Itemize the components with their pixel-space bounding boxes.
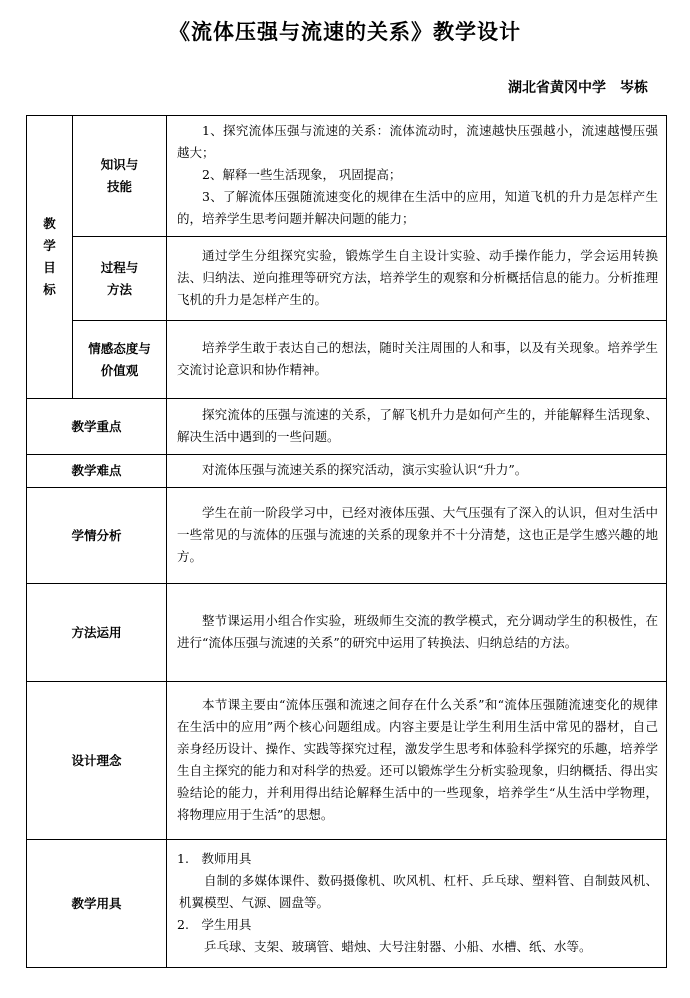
key-points-label: 教学重点 [27, 399, 167, 455]
row-methods [27, 584, 667, 682]
teacher-tools-items: 自制的多媒体课件、数码摄像机、吹风机、杠杆、乒乓球、塑料管、自制鼓风机、机翼模型、气源、圆盘等。 [179, 872, 658, 910]
difficulties-text: 对流体压强与流速关系的探究活动，演示实验认识“升力”。 [202, 462, 528, 477]
concept-content [167, 682, 667, 840]
process-text: 通过学生分组探究实验，锻炼学生自主设计实验、动手操作能力，学会运用转换法、归纳法、逆向推理等研究方法，培养学生的观察和分析概括信息的能力。分析推理飞机的升力是怎样产生的。 [177, 247, 658, 307]
key-points-content [167, 399, 667, 455]
emotion-content [167, 321, 667, 399]
emotion-label [73, 321, 167, 399]
tools-content [167, 840, 667, 968]
row-tools [27, 840, 667, 968]
process-label-line: 方法 [106, 281, 132, 297]
methods-label: 方法运用 [27, 584, 167, 682]
process-label [73, 237, 167, 321]
row-knowledge [27, 116, 667, 237]
process-label-line: 过程与 [100, 259, 139, 275]
tools-label: 教学用具 [27, 840, 167, 968]
row-process [27, 237, 667, 321]
emotion-label-line: 价值观 [100, 362, 139, 378]
methods-text: 整节课运用小组合作实验，班级师生交流的教学模式，充分调动学生的积极性，在进行“流体压强与流速的关系”的研究中运用了转换法、归纳总结的方法。 [177, 612, 658, 650]
difficulties-content [167, 455, 667, 488]
knowledge-item: 2、解释一些生活现象， 巩固提高； [202, 167, 402, 182]
row-analysis [27, 488, 667, 584]
analysis-label: 学情分析 [27, 488, 167, 584]
row-emotion [27, 321, 667, 399]
student-tools-items: 乒乓球、支架、玻璃管、蜡烛、大号注射器、小船、水槽、纸、水等。 [204, 938, 592, 954]
teacher-tools-label: 1. 教师用具 [177, 850, 252, 866]
knowledge-item: 1、探究流体压强与流速的关系：流体流动时，流速越快压强越小，流速越慢压强越大； [177, 123, 658, 160]
concept-text: 本节课主要由“流体压强和流速之间存在什么关系”和“流体压强随流速变化的规律在生活中的应用”两个核心问题组成。内容主要是让学生利用生活中常见的器材，自己亲身经历设计、操作、实践等探究过程，激发学生思考和体验科学探究的乐趣，培养学生自主探究的能力和对科学的热爱。还可以锻炼学生分析实验现象，归纳概括、得出实验结论的能力，并利用得出结论解释生活中的一些现象，培养学生“从生活中学物理，将物理应用于生活”的思想。 [177, 696, 658, 822]
analysis-content [167, 488, 667, 584]
objectives-label-char: 教 [43, 216, 56, 231]
concept-label: 设计理念 [27, 682, 167, 840]
document-title: 《流体压强与流速的关系》教学设计 [169, 20, 521, 44]
objectives-label-char: 目 [43, 260, 56, 275]
difficulties-label: 教学难点 [27, 455, 167, 488]
student-tools-label: 2. 学生用具 [177, 916, 252, 932]
key-points-text: 探究流体的压强与流速的关系，了解飞机升力是如何产生的，并能解释生活现象、解决生活中遇到的一些问题。 [177, 406, 658, 444]
knowledge-item: 3、了解流体压强随流速变化的规律在生活中的应用，知道飞机的升力是怎样产生的，培养学生思考问题并解决问题的能力； [177, 189, 658, 226]
knowledge-content [167, 116, 667, 237]
knowledge-label [73, 116, 167, 237]
emotion-text: 培养学生敢于表达自己的想法，随时关注周围的人和事，以及有关现象。培养学生交流讨论意识和协作精神。 [177, 339, 658, 377]
row-key-points [27, 399, 667, 455]
process-content [167, 237, 667, 321]
knowledge-label-line: 知识与 [100, 157, 139, 172]
author-line: 湖北省黄冈中学 岑栋 [508, 80, 648, 96]
objectives-label-char: 学 [43, 238, 56, 253]
knowledge-label-line: 技能 [106, 179, 132, 194]
objectives-label-char: 标 [43, 282, 56, 297]
row-concept [27, 682, 667, 840]
lesson-plan-table [26, 115, 667, 968]
methods-content [167, 584, 667, 682]
objectives-label [27, 116, 73, 399]
analysis-text: 学生在前一阶段学习中，已经对液体压强、大气压强有了深入的认识，但对生活中一些常见的与流体的压强与流速的关系的现象并不十分清楚，这也正是学生感兴趣的地方。 [177, 504, 658, 564]
row-difficulties [27, 455, 667, 488]
emotion-label-line: 情感态度与 [88, 340, 151, 356]
